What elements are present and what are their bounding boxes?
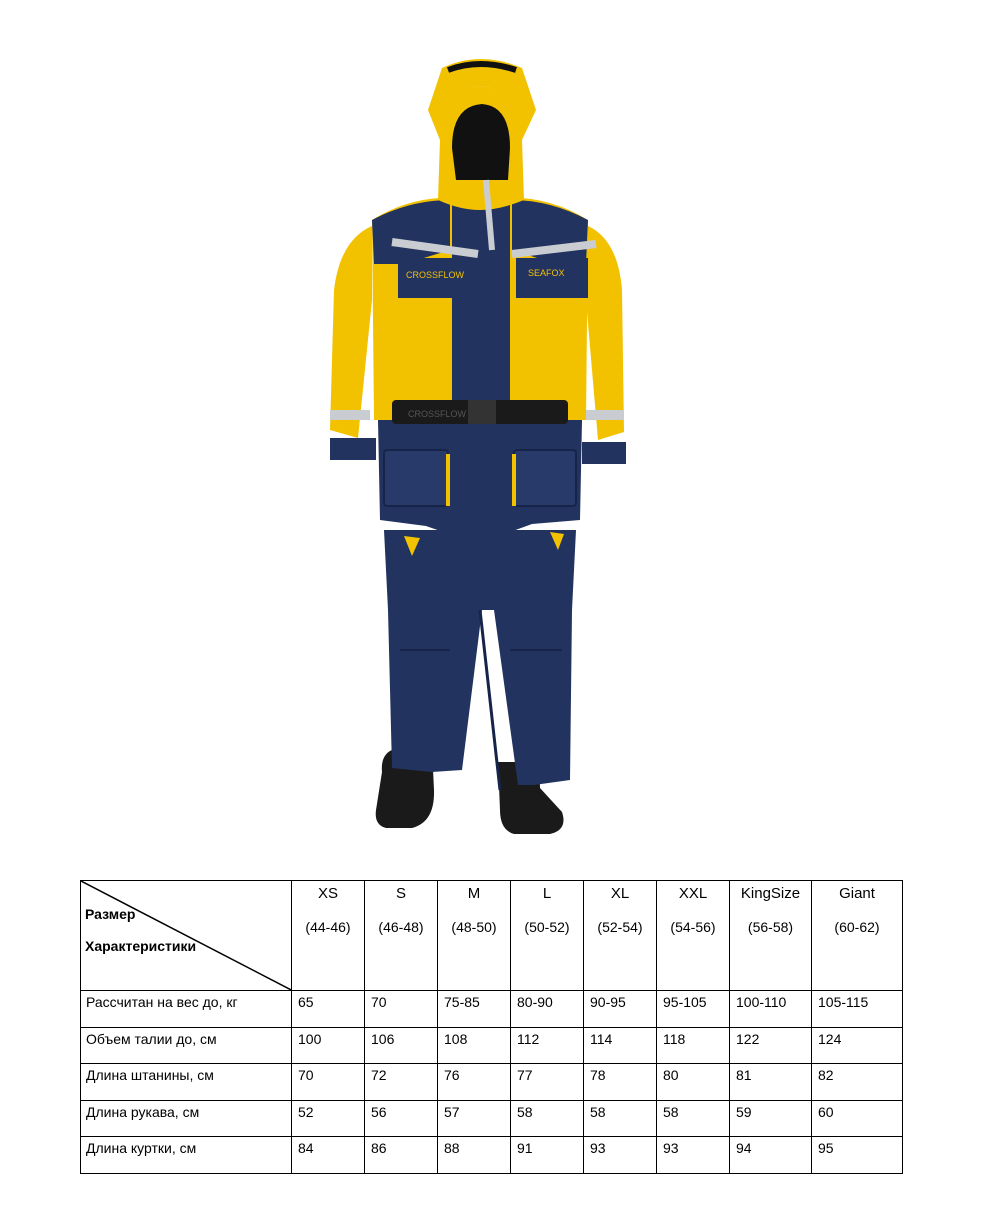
- corner-cell: [81, 881, 292, 991]
- size-col-l: [511, 881, 584, 991]
- table-row-leg-length: [81, 1064, 903, 1101]
- size-label: XL: [610, 885, 630, 902]
- size-ru-range: (44-46): [305, 919, 351, 935]
- size-label: Giant: [839, 885, 875, 902]
- table-cell: 59: [730, 1100, 812, 1137]
- table-row-weight: [81, 990, 903, 1027]
- size-ru-range: (48-50): [451, 919, 497, 935]
- belt-logo: CROSSFLOW: [408, 409, 467, 419]
- table-row-sleeve-length: [81, 1100, 903, 1137]
- size-ru-range: (50-52): [524, 919, 570, 935]
- table-cell: 100: [292, 1027, 365, 1064]
- table-cell: 58: [584, 1100, 657, 1137]
- table-cell: 94: [730, 1137, 812, 1174]
- table-cell: 86: [365, 1137, 438, 1174]
- table-cell: 88: [438, 1137, 511, 1174]
- size-label: M: [467, 885, 481, 902]
- table-cell: 95: [812, 1137, 903, 1174]
- table-row-jacket-length: [81, 1137, 903, 1174]
- row-label: Рассчитан на вес до, кг: [81, 990, 292, 1027]
- row-label: Длина куртки, см: [81, 1137, 292, 1174]
- size-col-m: [438, 881, 511, 991]
- size-label: KingSize: [740, 885, 801, 902]
- table-cell: 93: [584, 1137, 657, 1174]
- table-cell: 108: [438, 1027, 511, 1064]
- chest-logo-left: CROSSFLOW: [406, 270, 465, 280]
- table-cell: 77: [511, 1064, 584, 1101]
- table-cell: 58: [657, 1100, 730, 1137]
- size-label: XXL: [678, 885, 708, 902]
- size-col-xs: [292, 881, 365, 991]
- table-cell: 122: [730, 1027, 812, 1064]
- table-cell: 80-90: [511, 990, 584, 1027]
- table-cell: 82: [812, 1064, 903, 1101]
- table-cell: 70: [292, 1064, 365, 1101]
- row-label: Длина штанины, см: [81, 1064, 292, 1101]
- table-cell: 75-85: [438, 990, 511, 1027]
- size-col-giant: [812, 881, 903, 991]
- size-col-xl: [584, 881, 657, 991]
- corner-characteristics-label: Характеристики: [85, 938, 197, 954]
- row-label: Длина рукава, см: [81, 1100, 292, 1137]
- table-cell: 52: [292, 1100, 365, 1137]
- table-cell: 65: [292, 990, 365, 1027]
- table-cell: 72: [365, 1064, 438, 1101]
- table-cell: 118: [657, 1027, 730, 1064]
- table-cell: 124: [812, 1027, 903, 1064]
- size-label: XS: [317, 885, 338, 902]
- table-cell: 84: [292, 1137, 365, 1174]
- table-cell: 114: [584, 1027, 657, 1064]
- table-cell: 78: [584, 1064, 657, 1101]
- size-col-xxl: [657, 881, 730, 991]
- table-cell: 90-95: [584, 990, 657, 1027]
- table-cell: 105-115: [812, 990, 903, 1027]
- table-cell: 95-105: [657, 990, 730, 1027]
- size-label: L: [542, 885, 552, 902]
- table-cell: 80: [657, 1064, 730, 1101]
- size-label: S: [395, 885, 406, 902]
- table-cell: 112: [511, 1027, 584, 1064]
- table-cell: 81: [730, 1064, 812, 1101]
- product-photo: [300, 50, 660, 850]
- size-ru-range: (60-62): [834, 919, 880, 935]
- row-label: Объем талии до, см: [81, 1027, 292, 1064]
- chest-logo-right: SEAFOX: [528, 268, 565, 278]
- table-cell: 100-110: [730, 990, 812, 1027]
- corner-size-label: Размер: [85, 906, 136, 922]
- size-ru-range: (46-48): [378, 919, 424, 935]
- table-header-row: [81, 881, 903, 991]
- table-cell: 91: [511, 1137, 584, 1174]
- size-ru-range: (56-58): [747, 919, 794, 935]
- size-ru-range: (54-56): [670, 919, 716, 935]
- diagonal-divider: [81, 881, 291, 990]
- table-cell: 70: [365, 990, 438, 1027]
- table-cell: 106: [365, 1027, 438, 1064]
- table-cell: 58: [511, 1100, 584, 1137]
- table-row-waist: [81, 1027, 903, 1064]
- size-col-kingsize: [730, 881, 812, 991]
- size-col-s: [365, 881, 438, 991]
- table-cell: 60: [812, 1100, 903, 1137]
- table-cell: 56: [365, 1100, 438, 1137]
- size-chart-table: [80, 880, 903, 1174]
- table-cell: 57: [438, 1100, 511, 1137]
- table-cell: 76: [438, 1064, 511, 1101]
- table-cell: 93: [657, 1137, 730, 1174]
- size-ru-range: (52-54): [597, 919, 643, 935]
